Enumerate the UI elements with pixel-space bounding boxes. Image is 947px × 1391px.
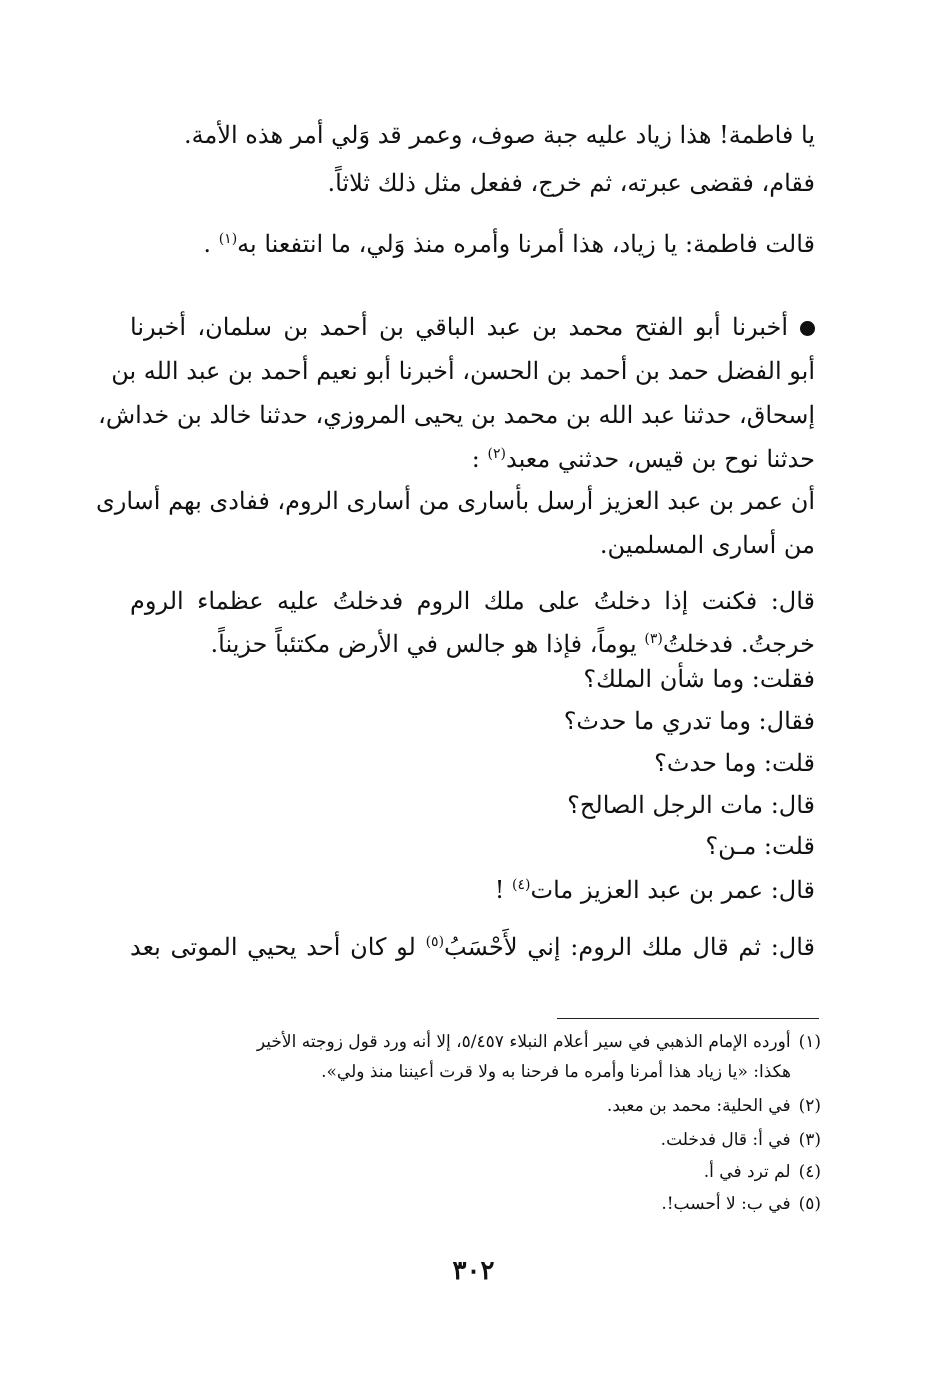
footnote-2: (٢)في الحلية: محمد بن معبد. <box>606 1096 821 1116</box>
body-line-16: قلت: مـن؟ <box>705 832 815 860</box>
body-line-14: قلت: وما حدث؟ <box>654 749 815 777</box>
bullet-icon <box>800 321 815 336</box>
body-line-18: قال: ثم قال ملك الروم: إني لأَحْسَبُ$^{(٥)}$ لو كان أحد يحيي الموتى بعد <box>130 933 816 961</box>
body-line-12: فقلت: وما شأن الملك؟ <box>583 665 815 693</box>
footnote-ref-3: (٣) <box>644 631 663 647</box>
body-line-7: حدثنا نوح بن قيس، حدثني معبد$^{(٢)}$ : <box>471 445 815 473</box>
body-line-3: قالت فاطمة: يا زياد، هذا أمرنا وأمره منذ وَلي، ما انتفعنا به$^{(١)}$ . <box>203 230 815 258</box>
body-line-9: من أسارى المسلمين. <box>599 531 815 559</box>
footnote-ref-1: (١) <box>218 231 238 247</box>
footnote-ref-4: (٤) <box>512 877 531 893</box>
body-line-6: إسحاق، حدثنا عبد الله بن محمد بن يحيى المروزي، حدثنا خالد بن خداش، <box>98 401 815 429</box>
footnote-5: (٥)في ب: لا أحسب!. <box>661 1194 821 1214</box>
body-line-10: قال: فكنت إذا دخلتُ على ملك الروم فدخلتُ عليه عظماء الروم <box>130 587 815 615</box>
body-line-11: خرجتُ. فدخلتُ$^{(٣)}$ يوماً، فإذا هو جالس في الأرض مكتئباً حزيناً. <box>210 630 815 658</box>
footnote-3: (٣)في أ: قال فدخلت. <box>660 1130 821 1150</box>
footnote-4: (٤)لم ترد في أ. <box>703 1162 821 1182</box>
footnote-ref-2: (٢) <box>487 446 506 462</box>
footnote-1: (١)أورده الإمام الذهبي في سير أعلام النبلاء ٥/٤٥٧، إلا أنه ورد قول زوجته الأخير <box>256 1032 821 1052</box>
page-number: ٣٠٢ <box>452 1256 495 1286</box>
footnote-divider <box>557 1018 819 1019</box>
body-line-2: فقام، فقضى عبرته، ثم خرج، ففعل مثل ذلك ثلاثاً. <box>327 169 815 197</box>
footnote-ref-5: (٥) <box>425 934 445 950</box>
body-line-4: أخبرنا أبو الفتح محمد بن عبد الباقي بن أحمد بن سلمان، أخبرنا <box>130 310 815 344</box>
body-line-15: قال: مات الرجل الصالح؟ <box>567 791 815 819</box>
body-line-13: فقال: وما تدري ما حدث؟ <box>563 707 815 735</box>
footnote-1-continued: هكذا: «يا زياد هذا أمرنا وأمره ما فرحنا به ولا قرت أعيننا منذ ولي». <box>321 1062 791 1082</box>
body-line-1: يا فاطمة! هذا زياد عليه جبة صوف، وعمر قد وَلي أمر هذه الأمة. <box>183 121 815 149</box>
body-line-8: أن عمر بن عبد العزيز أرسل بأسارى من أسارى الروم، ففادى بهم أسارى <box>95 487 815 515</box>
body-line-17: قال: عمر بن عبد العزيز مات$^{(٤)}$ ! <box>494 876 815 904</box>
body-line-5: أبو الفضل حمد بن أحمد بن الحسن، أخبرنا أبو نعيم أحمد بن عبد الله بن <box>111 357 815 385</box>
